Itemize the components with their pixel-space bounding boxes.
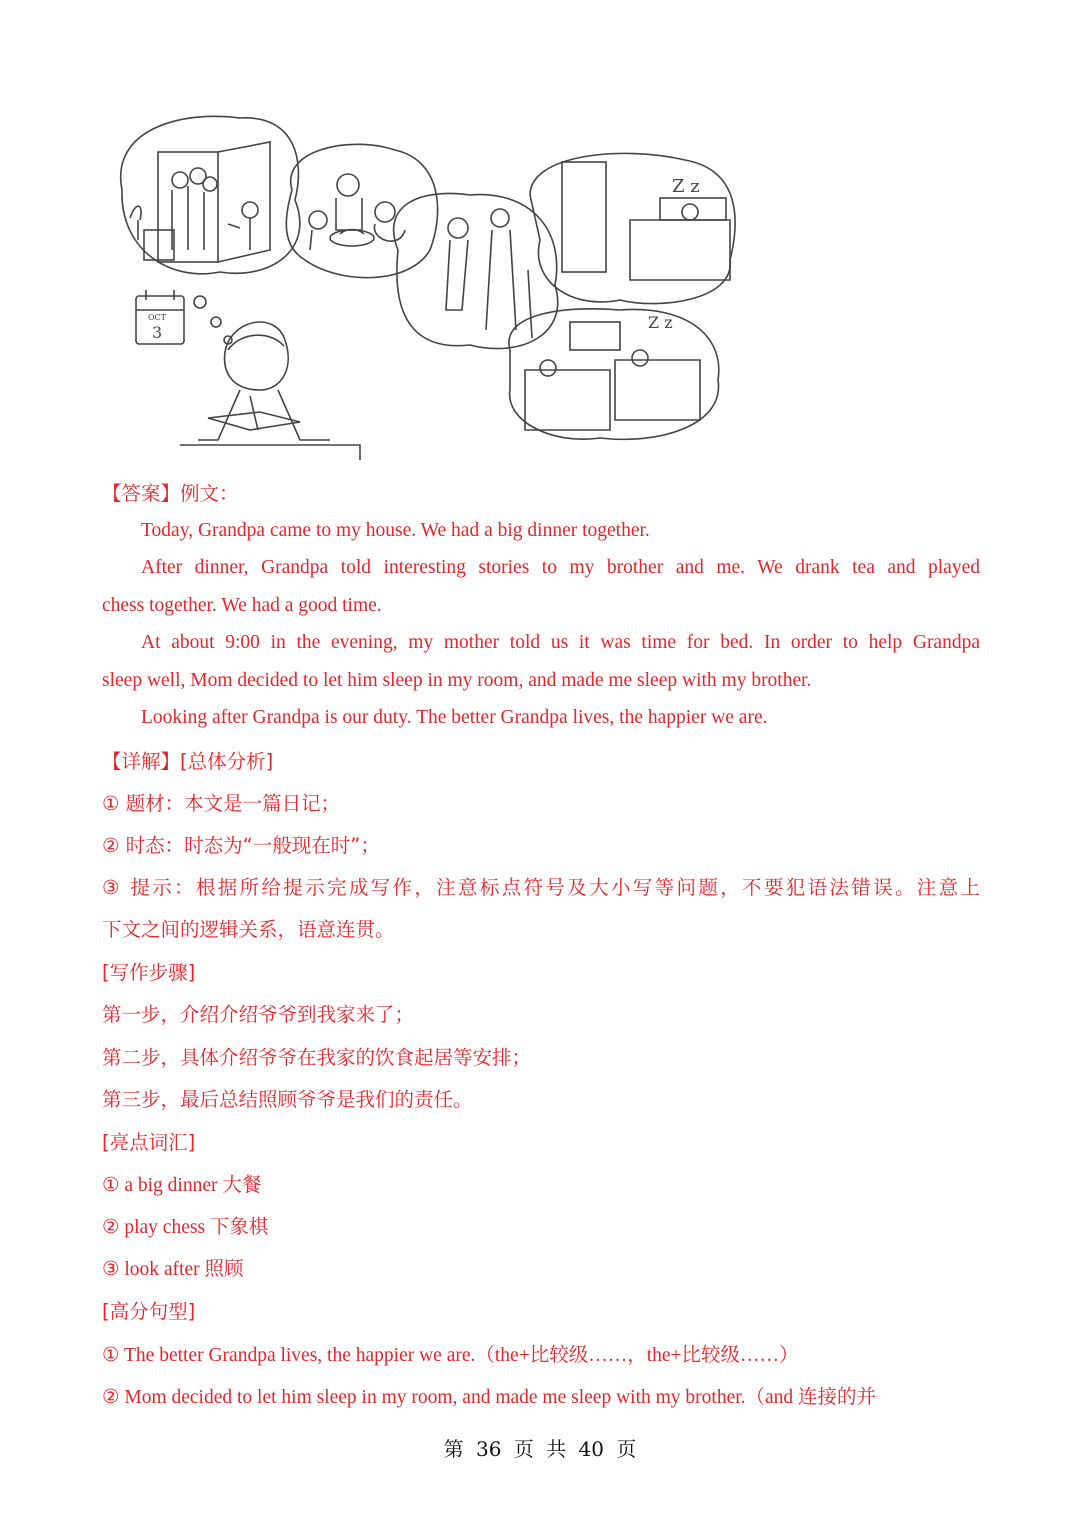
calendar-day: 3 (152, 323, 163, 342)
answer-heading: 【答案】例文： (102, 482, 239, 505)
analysis-item-2: ② 时态：时态为“一般现在时”； (102, 834, 380, 857)
sentences-heading: [高分句型] (102, 1300, 196, 1323)
essay-paragraph-2-line-2: chess together. We had a good time. (102, 595, 382, 616)
analysis-item-1: ① 题材：本文是一篇日记； (102, 792, 341, 815)
snore-text-2: Z z (648, 313, 673, 332)
vocab-item-3: ③ look after 照顾 (102, 1259, 244, 1280)
bubble-grandpa-walking (394, 193, 558, 348)
page-footer: 第 36 页 共 40 页 (443, 1437, 637, 1461)
vocab-item-1: ① a big dinner 大餐 (102, 1175, 262, 1196)
bubble-dinner (286, 144, 437, 277)
diary-illustration (100, 100, 740, 460)
bubble-bedroom-kids (509, 309, 719, 440)
calendar-icon (136, 290, 184, 344)
calendar-month: OCT (148, 313, 167, 322)
sentence-item-2: ② Mom decided to let him sleep in my room, and made me sleep with my brother.（and 连接的并 (102, 1387, 877, 1408)
step-3: 第三步，最后总结照顾爷爷是我们的责任。 (102, 1088, 473, 1111)
bubble-bedroom-grandpa (530, 153, 735, 303)
essay-paragraph-3-line-2: sleep well, Mom decided to let him sleep in my room, and made me sleep with my brother. (102, 670, 812, 691)
vocab-item-2: ② play chess 下象棋 (102, 1217, 269, 1238)
step-1: 第一步，介绍介绍爷爷到我家来了； (102, 1003, 415, 1026)
essay-paragraph-2-line-1: After dinner, Grandpa told interesting stories to my brother and me. We drank tea and played (141, 557, 980, 578)
sentence-item-1: ① The better Grandpa lives, the happier we are.（the+比较级……，the+比较级……） (102, 1345, 799, 1366)
step-2: 第二步，具体介绍爷爷在我家的饮食起居等安排； (102, 1046, 532, 1069)
essay-paragraph-1: Today, Grandpa came to my house. We had a big dinner together. (141, 520, 650, 541)
vocab-heading: [亮点词汇] (102, 1131, 196, 1154)
bubble-arrival (121, 116, 300, 273)
steps-heading: [写作步骤] (102, 961, 196, 984)
analysis-item-3: ③ 提示：根据所给提示完成写作，注意标点符号及大小写等问题，不要犯语法错误。注意上 (102, 876, 980, 899)
essay-paragraph-4: Looking after Grandpa is our duty. The better Grandpa lives, the happier we are. (141, 707, 768, 728)
boy-writing (180, 322, 360, 460)
snore-text-1: Z z (672, 176, 700, 197)
analysis-item-3-continued: 下文之间的逻辑关系，语意连贯。 (102, 918, 395, 941)
essay-paragraph-3-line-1: At about 9:00 in the evening, my mother told us it was time for bed. In order to help Grandpa (141, 632, 980, 653)
analysis-heading: 【详解】[总体分析] (102, 750, 274, 773)
